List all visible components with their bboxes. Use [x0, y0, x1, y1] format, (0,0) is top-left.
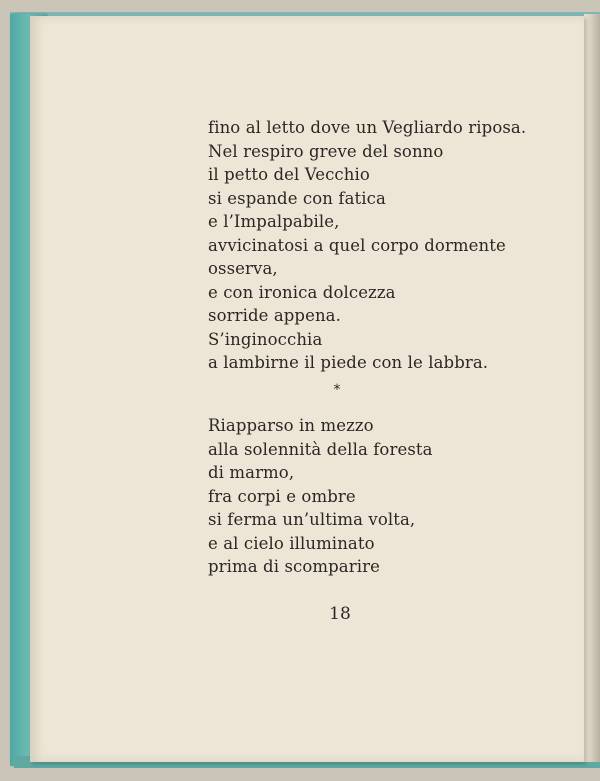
poem-line: osserva, [208, 259, 278, 278]
poem-stanza-2 [208, 414, 433, 579]
poem-line: si espande con fatica [208, 188, 386, 208]
page-number: 18 [329, 604, 351, 624]
stanza-separator-asterisk: * [333, 382, 341, 398]
poem-line: si ferma un’ultima volta, [208, 510, 416, 529]
poem-line: e con ironica dolcezza [208, 282, 396, 302]
poem-line: fra corpi e ombre [208, 486, 356, 506]
poem-stanza-1 [208, 116, 526, 375]
poem-line: e l’Impalpabile, [208, 212, 340, 231]
poem-line: il petto del Vecchio [208, 165, 370, 184]
page-stack-edge [584, 14, 600, 762]
poem-line: di marmo, [208, 463, 295, 482]
poem-line: fino al letto dove un Vegliardo riposa. [208, 118, 527, 137]
poem-line: alla solennità della foresta [208, 439, 433, 459]
poem-line: e al cielo illuminato [208, 533, 375, 553]
poem-line: Nel respiro greve del sonno [208, 141, 444, 161]
poem-line: sorride appena. [208, 306, 341, 325]
poem-line: S’inginocchia [208, 329, 323, 349]
poem-line: prima di scomparire [208, 557, 380, 576]
poem-line: a lambirne il piede con le labbra. [208, 353, 489, 372]
poem-line: avvicinatosi a quel corpo dormente [208, 235, 506, 255]
poem-line: Riapparso in mezzo [208, 416, 374, 435]
